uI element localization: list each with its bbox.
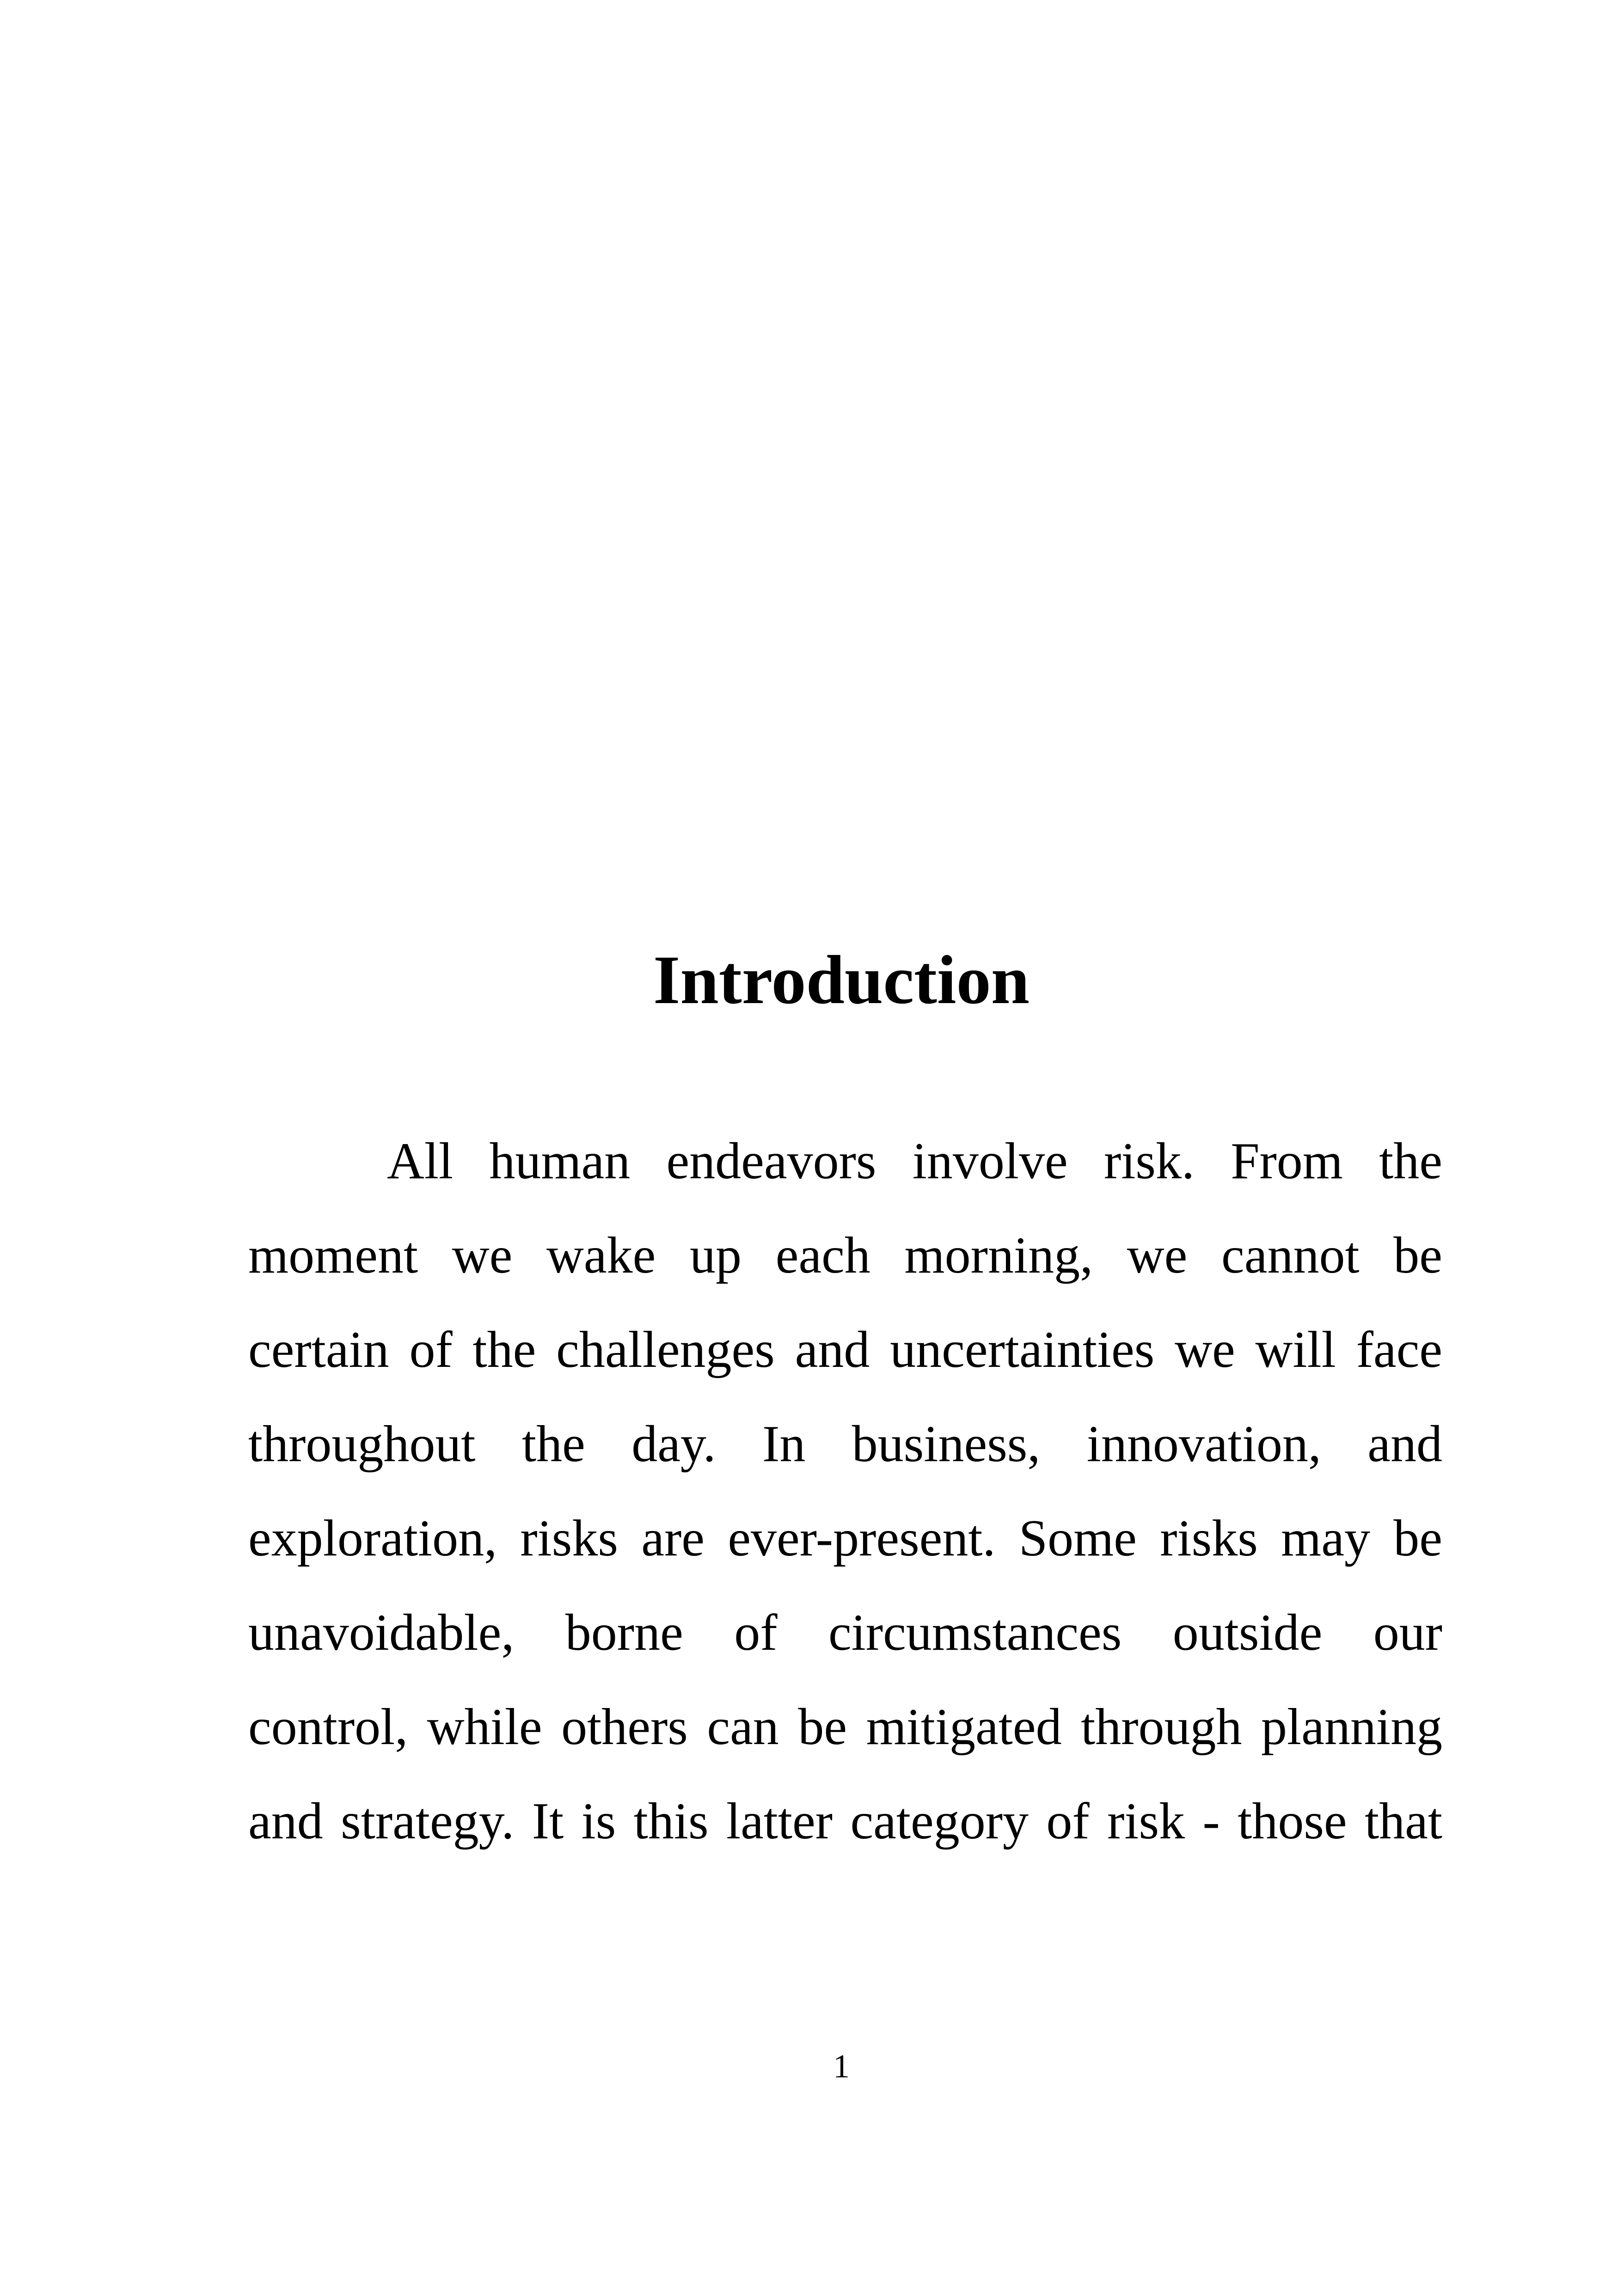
paragraph-line: control, while others can be mitigated through planning [248, 1698, 1442, 1756]
paragraph-line: certain of the challenges and uncertainties we will face [248, 1321, 1442, 1378]
paragraph-line: unavoidable, borne of circumstances outside our [248, 1604, 1442, 1661]
paragraph-line: exploration, risks are ever-present. Some risks may be [248, 1510, 1442, 1567]
body-paragraph [248, 1114, 1442, 1868]
paragraph-line: moment we wake up each morning, we cannot be [248, 1227, 1442, 1284]
paragraph-line: and strategy. It is this latter category of risk - those that [248, 1793, 1442, 1850]
chapter-title: Introduction [653, 942, 1030, 1018]
paragraph-line: All human endeavors involve risk. From the [387, 1133, 1442, 1190]
paragraph-line: throughout the day. In business, innovation, and [248, 1415, 1442, 1473]
page-number: 1 [833, 2048, 850, 2085]
